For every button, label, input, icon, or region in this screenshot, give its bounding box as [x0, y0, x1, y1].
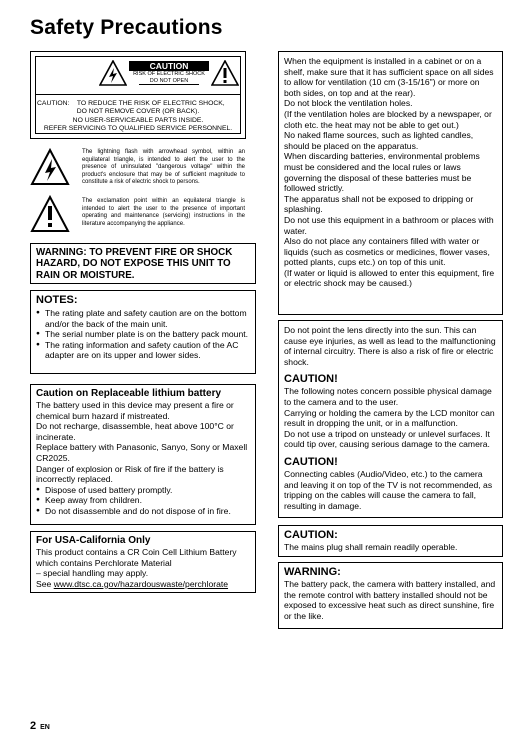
- vent-p6: The apparatus shall not be exposed to dripping or splashing.: [284, 193, 474, 215]
- page-language: EN: [40, 724, 50, 731]
- caution1-title: CAUTION!: [284, 373, 338, 386]
- lithium-p3: Replace battery with Panasonic, Sanyo, Sony or Maxell CR2025.: [36, 442, 248, 463]
- caution-label-body4: REFER SERVICING TO QUALIFIED SERVICE PERSONNEL.: [43, 125, 233, 133]
- caution1-p1: The following notes concern possible physical damage to the camera and to the user.: [284, 386, 492, 407]
- list-item: ● The rating plate and safety caution are on the bottom and/or the back of the main unit.: [36, 308, 250, 329]
- vent-p3: (If the ventilation holes are blocked by a newspaper, or cloth etc. the heat may not be able to get out.): [284, 108, 492, 130]
- lithium-p2: Do not recharge, disassemble, heat above 100°C or incinerate.: [36, 421, 234, 442]
- page-footer: [30, 716, 50, 734]
- caution2-title: CAUTION!: [284, 455, 338, 468]
- lightning-symbol-icon: [30, 148, 70, 186]
- list-item: ● Do not disassemble and do not dispose of in fire.: [36, 506, 250, 517]
- vent-p7: Do not use this equipment in a bathroom or places with water.: [284, 214, 494, 236]
- mains-plug-box: [278, 525, 503, 557]
- lithium-list: [36, 485, 250, 517]
- vent-p1: When the equipment is installed in a cabinet or on a shelf, make sure that it has sufficient space on all sides to allow for ventilation (10 cm (3-15/16") or more on both sides, on top and at the rear).: [284, 56, 494, 98]
- california-box: [30, 531, 256, 593]
- caution-label-body3: NO USER-SERVICEABLE PARTS INSIDE.: [72, 116, 204, 124]
- caution-label-text: [37, 100, 239, 134]
- lithium-p1: The battery used in this device may present a fire or chemical burn hazard if mistreated.: [36, 400, 234, 421]
- california-title: For USA-California Only: [36, 535, 151, 546]
- notes-list: [36, 308, 250, 361]
- caution-label-rule: [35, 94, 241, 95]
- vent-p5: When discarding batteries, environmental problems must be considered and the local rules or laws governing the disposal of these batteries must be followed strictly.: [284, 151, 480, 194]
- page-number: 2: [30, 720, 37, 732]
- list-item: ● Dispose of used battery promptly.: [36, 485, 250, 496]
- warning-fire-box: [30, 243, 256, 284]
- list-item: ● The serial number plate is on the battery pack mount.: [36, 329, 250, 340]
- california-see: [36, 579, 250, 590]
- warning-fire-text: WARNING: TO PREVENT FIRE OR SHOCK HAZARD, DO NOT EXPOSE THIS UNIT TO RAIN OR MOISTURE.: [36, 247, 233, 281]
- caution-label-title: CAUTION: [129, 61, 209, 71]
- lightning-symbol-text: The lightning flash with arrowhead symbol, within an equilateral triangle, is intended to alert the user to the presence of uninsulated "dangerous voltage" within the product's enclosure that may be of sufficient magnitude to constitute a risk of electric shock to persons.: [82, 149, 245, 186]
- mains-p1: The mains plug shall remain readily operable.: [284, 542, 458, 552]
- exclamation-symbol-text: The exclamation point within an equilateral triangle is intended to alert the user to the presence of important operating and maintenance (servicing) instructions in the literature accompanying the appliance.: [82, 198, 245, 227]
- caution-label-line1: RISK OF ELECTRIC SHOCK: [133, 71, 205, 77]
- list-item: ● The rating information and safety caution of the AC adapter are on its upper and lower sides.: [36, 340, 250, 361]
- exclamation-warning-icon: [211, 60, 239, 86]
- caution-label-body2: DO NOT REMOVE COVER (OR BACK).: [76, 108, 200, 116]
- perchlorate-link[interactable]: www.dtsc.ca.gov/hazardouswaste/perchlorate: [53, 578, 229, 589]
- exclamation-symbol-icon: [30, 195, 70, 233]
- ventilation-box: [278, 51, 503, 315]
- battery-warning-title: WARNING:: [284, 566, 341, 578]
- lithium-p4: Danger of explosion or Risk of fire if the battery is incorrectly replaced.: [36, 463, 224, 485]
- lens-p1: Do not point the lens directly into the sun. This can cause eye injuries, as well as lead to the malfunctioning of internal circuitry. There is also a risk of fire or electric shock.: [284, 325, 496, 367]
- caution-label-box: [30, 51, 246, 139]
- vent-p9: (If water or liquid is allowed to enter this equipment, fire or electric shock may be caused.): [284, 267, 495, 289]
- lithium-battery-box: [30, 384, 256, 525]
- caution-label-body1: CAUTION: TO REDUCE THE RISK OF ELECTRIC SHOCK,: [37, 100, 225, 107]
- list-item: ● Keep away from children.: [36, 495, 250, 506]
- notes-box: [30, 290, 256, 374]
- notes-title: NOTES:: [36, 294, 78, 306]
- battery-heat-box: [278, 562, 503, 629]
- lens-caution-box: [278, 320, 503, 518]
- caution2-p1: Connecting cables (Audio/Video, etc.) to the camera and leaving it on top of the TV is not recommended, as tripping on the cables will cause the camera to fall, resulting in damage.: [284, 468, 493, 511]
- battery-heat-p1: The battery pack, the camera with battery installed, and the remote control with battery installed should not be exposed to excessive heat such as direct sunshine, fire or the like.: [284, 579, 496, 621]
- page-title: Safety Precautions: [30, 16, 223, 39]
- lithium-title: Caution on Replaceable lithium battery: [36, 388, 222, 399]
- california-p2: – special handling may apply.: [36, 568, 149, 579]
- california-p1: This product contains a CR Coin Cell Lithium Battery which contains Perchlorate Material: [36, 547, 237, 568]
- lightning-warning-icon: [99, 60, 127, 86]
- vent-p4: No naked flame sources, such as lighted candles, should be placed on the apparatus.: [284, 130, 474, 151]
- caution1-p2: Carrying or holding the camera by the LCD monitor can result in dropping the unit, or in a malfunction.: [284, 407, 495, 429]
- california-see-label: See: [36, 578, 54, 589]
- caution1-p3: Do not use a tripod on unsteady or unlevel surfaces. It could tip over, causing serious damage to the camera.: [284, 428, 490, 450]
- caution-label-center: [129, 61, 209, 85]
- vent-p8: Also do not place any containers filled with water or liquids (such as cosmetics or medicines, flower vases, potted plants, cups etc.) on top of this unit.: [284, 236, 490, 268]
- vent-p2: Do not block the ventilation holes.: [284, 98, 413, 109]
- caution-label-line2: DO NOT OPEN: [139, 78, 199, 85]
- mains-caution-title: CAUTION:: [284, 529, 338, 541]
